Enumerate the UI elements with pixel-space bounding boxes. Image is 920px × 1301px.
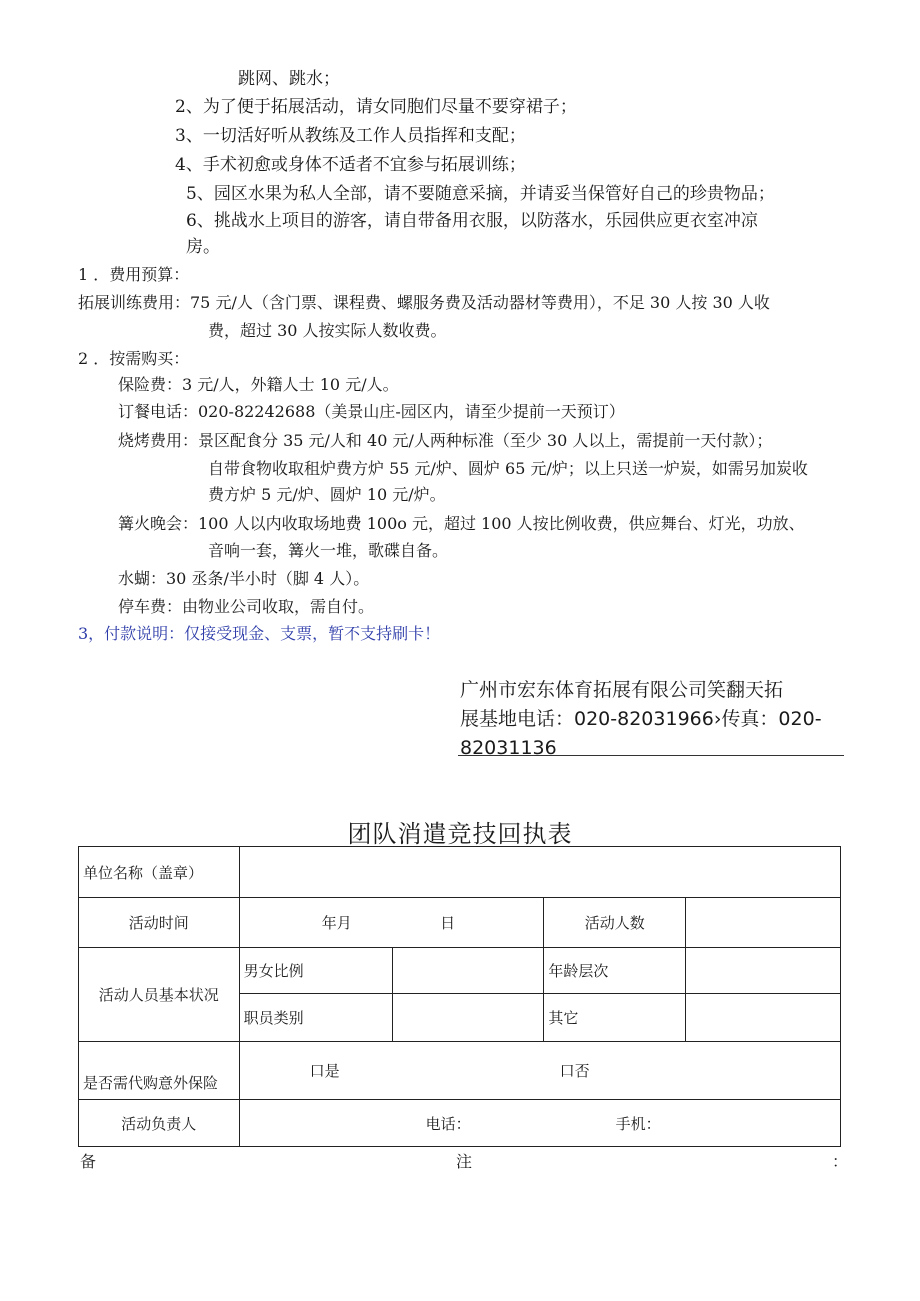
note-item-6: 6、挑战水上项目的游客，请自带备用衣服，以防落水，乐园供应更衣室冲凉 [186, 211, 758, 231]
activity-time-label: 活动时间 [79, 898, 240, 948]
bbq-fee-1: 烧烤费用：景区配食分 35 元/人和 40 元/人两种标准（至少 30 人以上，需提前一天付款）； [118, 431, 773, 450]
payment-note: 3，付款说明：仅接受现金、支票，暂不支持刷卡！ [78, 624, 441, 643]
bonfire-fee-1: 篝火晚会：100 人以内收取场地费 100o 元，超过 100 人按比例收费，供应舞台、灯光，功放、 [118, 514, 805, 533]
gender-ratio-label: 男女比例 [239, 948, 393, 994]
insurance-no-checkbox[interactable]: 口否 [559, 1062, 590, 1080]
note-continued: 跳网、跳水； [238, 69, 340, 89]
boat-fee: 水蝴：30 丞条/半小时（脚 4 人）。 [118, 569, 370, 588]
remarks-char-1: 备 [80, 1152, 97, 1171]
receipt-form-table [78, 846, 841, 1147]
insurance-question-label: 是否需代购意外保险 [79, 1042, 240, 1100]
note-item-6-cont: 房。 [186, 237, 220, 257]
bonfire-fee-2: 音响一套，篝火一堆，歌碟自备。 [208, 541, 449, 560]
participant-count-field[interactable] [686, 898, 841, 948]
mobile-label: 手机： [615, 1114, 661, 1133]
company-line-3: 82031136 [460, 737, 557, 759]
other-label: 其它 [544, 994, 686, 1042]
budget-heading: 1 ．费用预算： [78, 265, 190, 284]
note-item-4: 4、手术初愈或身体不适者不宜参与拓展训练； [175, 155, 526, 175]
note-item-2: 2、为了便于拓展活动，请女同胞们尽量不要穿裙子； [175, 97, 577, 117]
unit-name-label: 单位名称（盖章） [79, 847, 240, 898]
participant-count-label: 活动人数 [544, 898, 686, 948]
form-title: 团队消遣竞技回执表 [347, 820, 573, 848]
note-item-5: 5、园区水果为私人全部，请不要随意采摘，并请妥当保管好自己的珍贵物品； [186, 184, 775, 204]
staff-type-label: 职员类别 [239, 994, 393, 1042]
meal-phone: 订餐电话：020-82242688（美景山庄-园区内，请至少提前一天预订） [118, 402, 625, 421]
phone-label: 电话： [425, 1114, 471, 1133]
company-info [460, 676, 850, 763]
staff-type-field[interactable] [393, 994, 544, 1042]
leader-contact-field[interactable] [239, 1100, 840, 1147]
budget-line-1: 拓展训练费用：75 元/人（含门票、课程费、螺服务费及活动器材等费用），不足 30 人按 30 人收 [78, 293, 770, 312]
insurance-options [239, 1042, 840, 1100]
remarks-colon: ： [832, 1152, 849, 1171]
insurance-fee: 保险费：3 元/人，外籍人士 10 元/人。 [118, 375, 399, 394]
company-line-2: 展基地电话：020-82031966›传真：020- [460, 708, 822, 730]
company-line-1: 广州市宏东体育拓展有限公司笑翻天拓 [460, 679, 784, 701]
age-range-field[interactable] [686, 948, 841, 994]
other-field[interactable] [686, 994, 841, 1042]
gender-ratio-field[interactable] [393, 948, 544, 994]
year-month-label: 年月 [321, 914, 352, 932]
bbq-fee-2: 自带食物收取租炉费方炉 55 元/炉、圆炉 65 元/炉；以上只送一炉炭，如需另加炭收 [208, 459, 808, 478]
company-underline [458, 755, 844, 756]
bbq-fee-3: 费方炉 5 元/炉、圆炉 10 元/炉。 [208, 485, 446, 504]
staff-status-label: 活动人员基本状况 [79, 948, 240, 1042]
remarks-char-2: 注 [456, 1152, 473, 1171]
purchase-heading: 2 ．按需购买： [78, 349, 190, 368]
day-label: 日 [440, 914, 456, 932]
insurance-yes-checkbox[interactable]: 口是 [309, 1062, 340, 1080]
parking-fee: 停车费：由物业公司收取，需自付。 [118, 597, 375, 616]
age-range-label: 年龄层次 [544, 948, 686, 994]
budget-line-2: 费，超过 30 人按实际人数收费。 [208, 321, 447, 340]
unit-name-field[interactable] [239, 847, 840, 898]
note-item-3: 3、一切活好听从教练及工作人员指挥和支配； [175, 126, 526, 146]
activity-time-field[interactable] [239, 898, 544, 948]
leader-label: 活动负责人 [79, 1100, 240, 1147]
